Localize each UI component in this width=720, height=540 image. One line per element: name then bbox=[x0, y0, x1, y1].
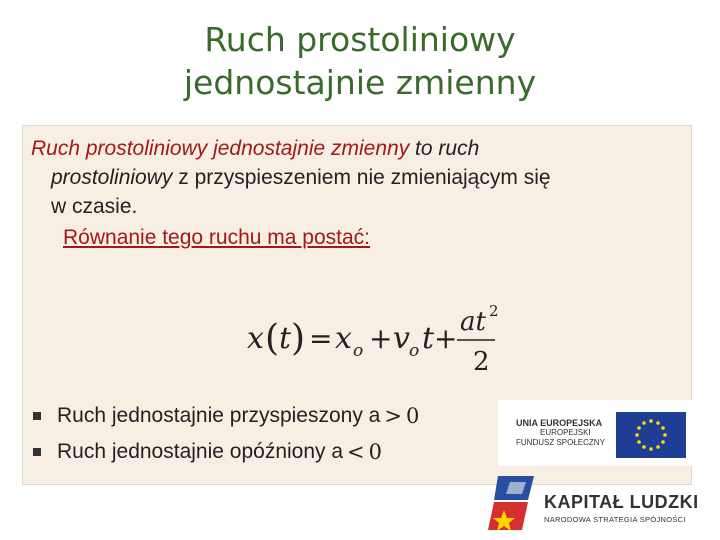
definition-to: to ruch bbox=[415, 137, 480, 160]
formula-superscript: 2 bbox=[489, 302, 499, 320]
eu-logo-text bbox=[516, 418, 605, 448]
bullet-operator: > bbox=[384, 404, 402, 428]
bullet-text: Ruch jednostajnie przyspieszony a bbox=[57, 404, 381, 427]
bullet-square-icon bbox=[33, 412, 41, 420]
kapital-ludzki-title: KAPITAŁ LUDZKI bbox=[544, 492, 699, 512]
bullet-square-icon bbox=[33, 448, 41, 456]
list-item bbox=[33, 398, 419, 434]
kapital-ludzki-text bbox=[544, 492, 699, 524]
eu-logo bbox=[498, 400, 692, 466]
kapital-ludzki-emblem-icon bbox=[488, 472, 544, 536]
formula-eq: = bbox=[309, 322, 333, 355]
bullet-text: Ruch jednostajnie opóźniony a bbox=[57, 440, 344, 463]
bullet-value: 0 bbox=[368, 440, 383, 464]
formula-plus1: + bbox=[369, 322, 393, 355]
formula-t: t bbox=[279, 321, 292, 356]
formula-lparen: ( bbox=[265, 318, 280, 359]
formula-v0: v bbox=[393, 321, 410, 356]
formula-numerator: at bbox=[460, 307, 486, 337]
eu-logo-line-3: FUNDUSZ SPOŁECZNY bbox=[516, 438, 605, 447]
definition-paragraph bbox=[31, 134, 681, 252]
formula-x: x bbox=[247, 321, 264, 356]
motion-formula bbox=[245, 302, 499, 377]
formula-t2: t bbox=[422, 321, 435, 356]
definition-term: Ruch prostoliniowy jednostajnie zmienny bbox=[31, 137, 410, 160]
title-line-2: jednostajnie zmienny bbox=[183, 63, 537, 102]
kapital-ludzki-subtitle: NARODOWA STRATEGIA SPÓJNOŚCI bbox=[544, 515, 686, 524]
list-item bbox=[33, 434, 419, 470]
definition-line3: w czasie. bbox=[51, 195, 138, 218]
eu-flag-icon bbox=[616, 412, 686, 458]
formula-sub-o2: o bbox=[409, 341, 420, 361]
bullet-list bbox=[33, 398, 419, 470]
equation-label: Równanie tego ruchu ma postać: bbox=[63, 226, 371, 249]
definition-term2: prostoliniowy bbox=[51, 166, 173, 189]
formula-denominator: 2 bbox=[473, 347, 490, 377]
formula-x0: x bbox=[335, 321, 352, 356]
eu-stars-icon bbox=[616, 412, 686, 458]
formula-plus2: + bbox=[434, 322, 458, 355]
kapital-ludzki-logo bbox=[486, 470, 720, 540]
bullet-value: 0 bbox=[405, 404, 420, 428]
formula-rparen: ) bbox=[291, 318, 306, 359]
definition-rest: z przyspieszeniem nie zmieniającym się bbox=[178, 166, 551, 189]
bullet-operator: < bbox=[347, 440, 365, 464]
slide-title bbox=[0, 18, 720, 104]
eu-logo-line-1: UNIA EUROPEJSKA bbox=[516, 418, 603, 428]
title-line-1: Ruch prostoliniowy bbox=[204, 20, 516, 59]
formula-sub-o1: o bbox=[353, 341, 364, 361]
eu-logo-line-2: EUROPEJSKI bbox=[540, 428, 591, 437]
